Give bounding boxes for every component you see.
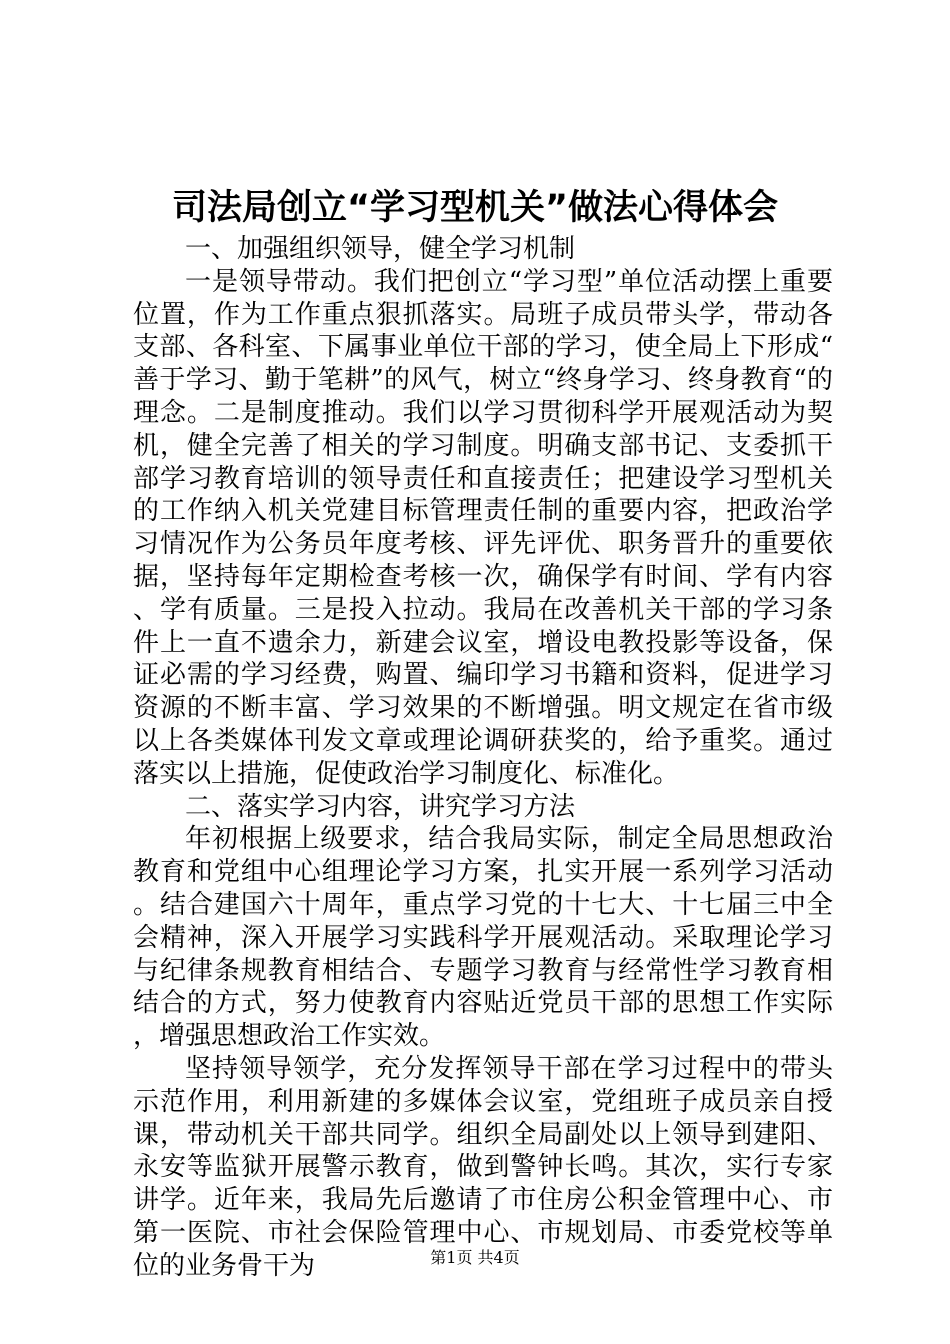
body-paragraph-3: 坚持领导领学，充分发挥领导干部在学习过程中的带头示范作用，利用新建的多媒体会议室，党组班子成员亲自授课，带动机关干部共同学。组织全局副处以上领导到建阳、永安等监狱开展警示教育，做到警钟长鸣。其次，实行专家讲学。近年来，我局先后邀请了市住房公积金管理中心、市第一医院、市社会保险管理中心、市规划局、市委党校等单位的业务骨干为	[133, 1053, 833, 1281]
document-body	[133, 233, 833, 1283]
document-title: 司法局创立“学习型机关”做法心得体会	[171, 188, 778, 228]
body-paragraph-1: 一是领导带动。我们把创立“学习型”单位活动摆上重要位置，作为工作重点狠抓落实。局班子成员带头学，带动各支部、各科室、下属事业单位干部的学习，使全局上下形成“善于学习、勤于笔耕”的风气，树立“终身学习、终身教育“的理念。二是制度推动。我们以学习贯彻科学开展观活动为契机，健全完善了相关的学习制度。明确支部书记、支委抓干部学习教育培训的领导责任和直接责任；把建设学习型机关的工作纳入机关党建目标管理责任制的重要内容，把政治学习情况作为公务员年度考核、评先评优、职务晋升的重要依据，坚持每年定期检查考核一次，确保学有时间、学有内容、学有质量。三是投入拉动。我局在改善机关干部的学习条件上一直不遗余力，新建会议室，增设电教投影等设备，保证必需的学习经费，购置、编印学习书籍和资料，促进学习资源的不断丰富、学习效果的不断增强。明文规定在省市级以上各类媒体刊发文章或理论调研获奖的，给予重奖。通过落实以上措施，促使政治学习制度化、标准化。	[133, 266, 833, 789]
page-number-footer: 第1页 共4页	[430, 1248, 520, 1267]
body-paragraph-2: 年初根据上级要求，结合我局实际，制定全局思想政治教育和党组中心组理论学习方案，扎实开展一系列学习活动。结合建国六十周年，重点学习党的十七大、十七届三中全会精神，深入开展学习实践科学开展观活动。采取理论学习与纪律条规教育相结合、专题学习教育与经常性学习教育相结合的方式，努力使教育内容贴近党员干部的思想工作实际，增强思想政治工作实效。	[133, 824, 833, 1052]
section-heading-2: 二、落实学习内容，讲究学习方法	[185, 791, 576, 822]
section-heading-1: 一、加强组织领导，健全学习机制	[185, 234, 576, 264]
